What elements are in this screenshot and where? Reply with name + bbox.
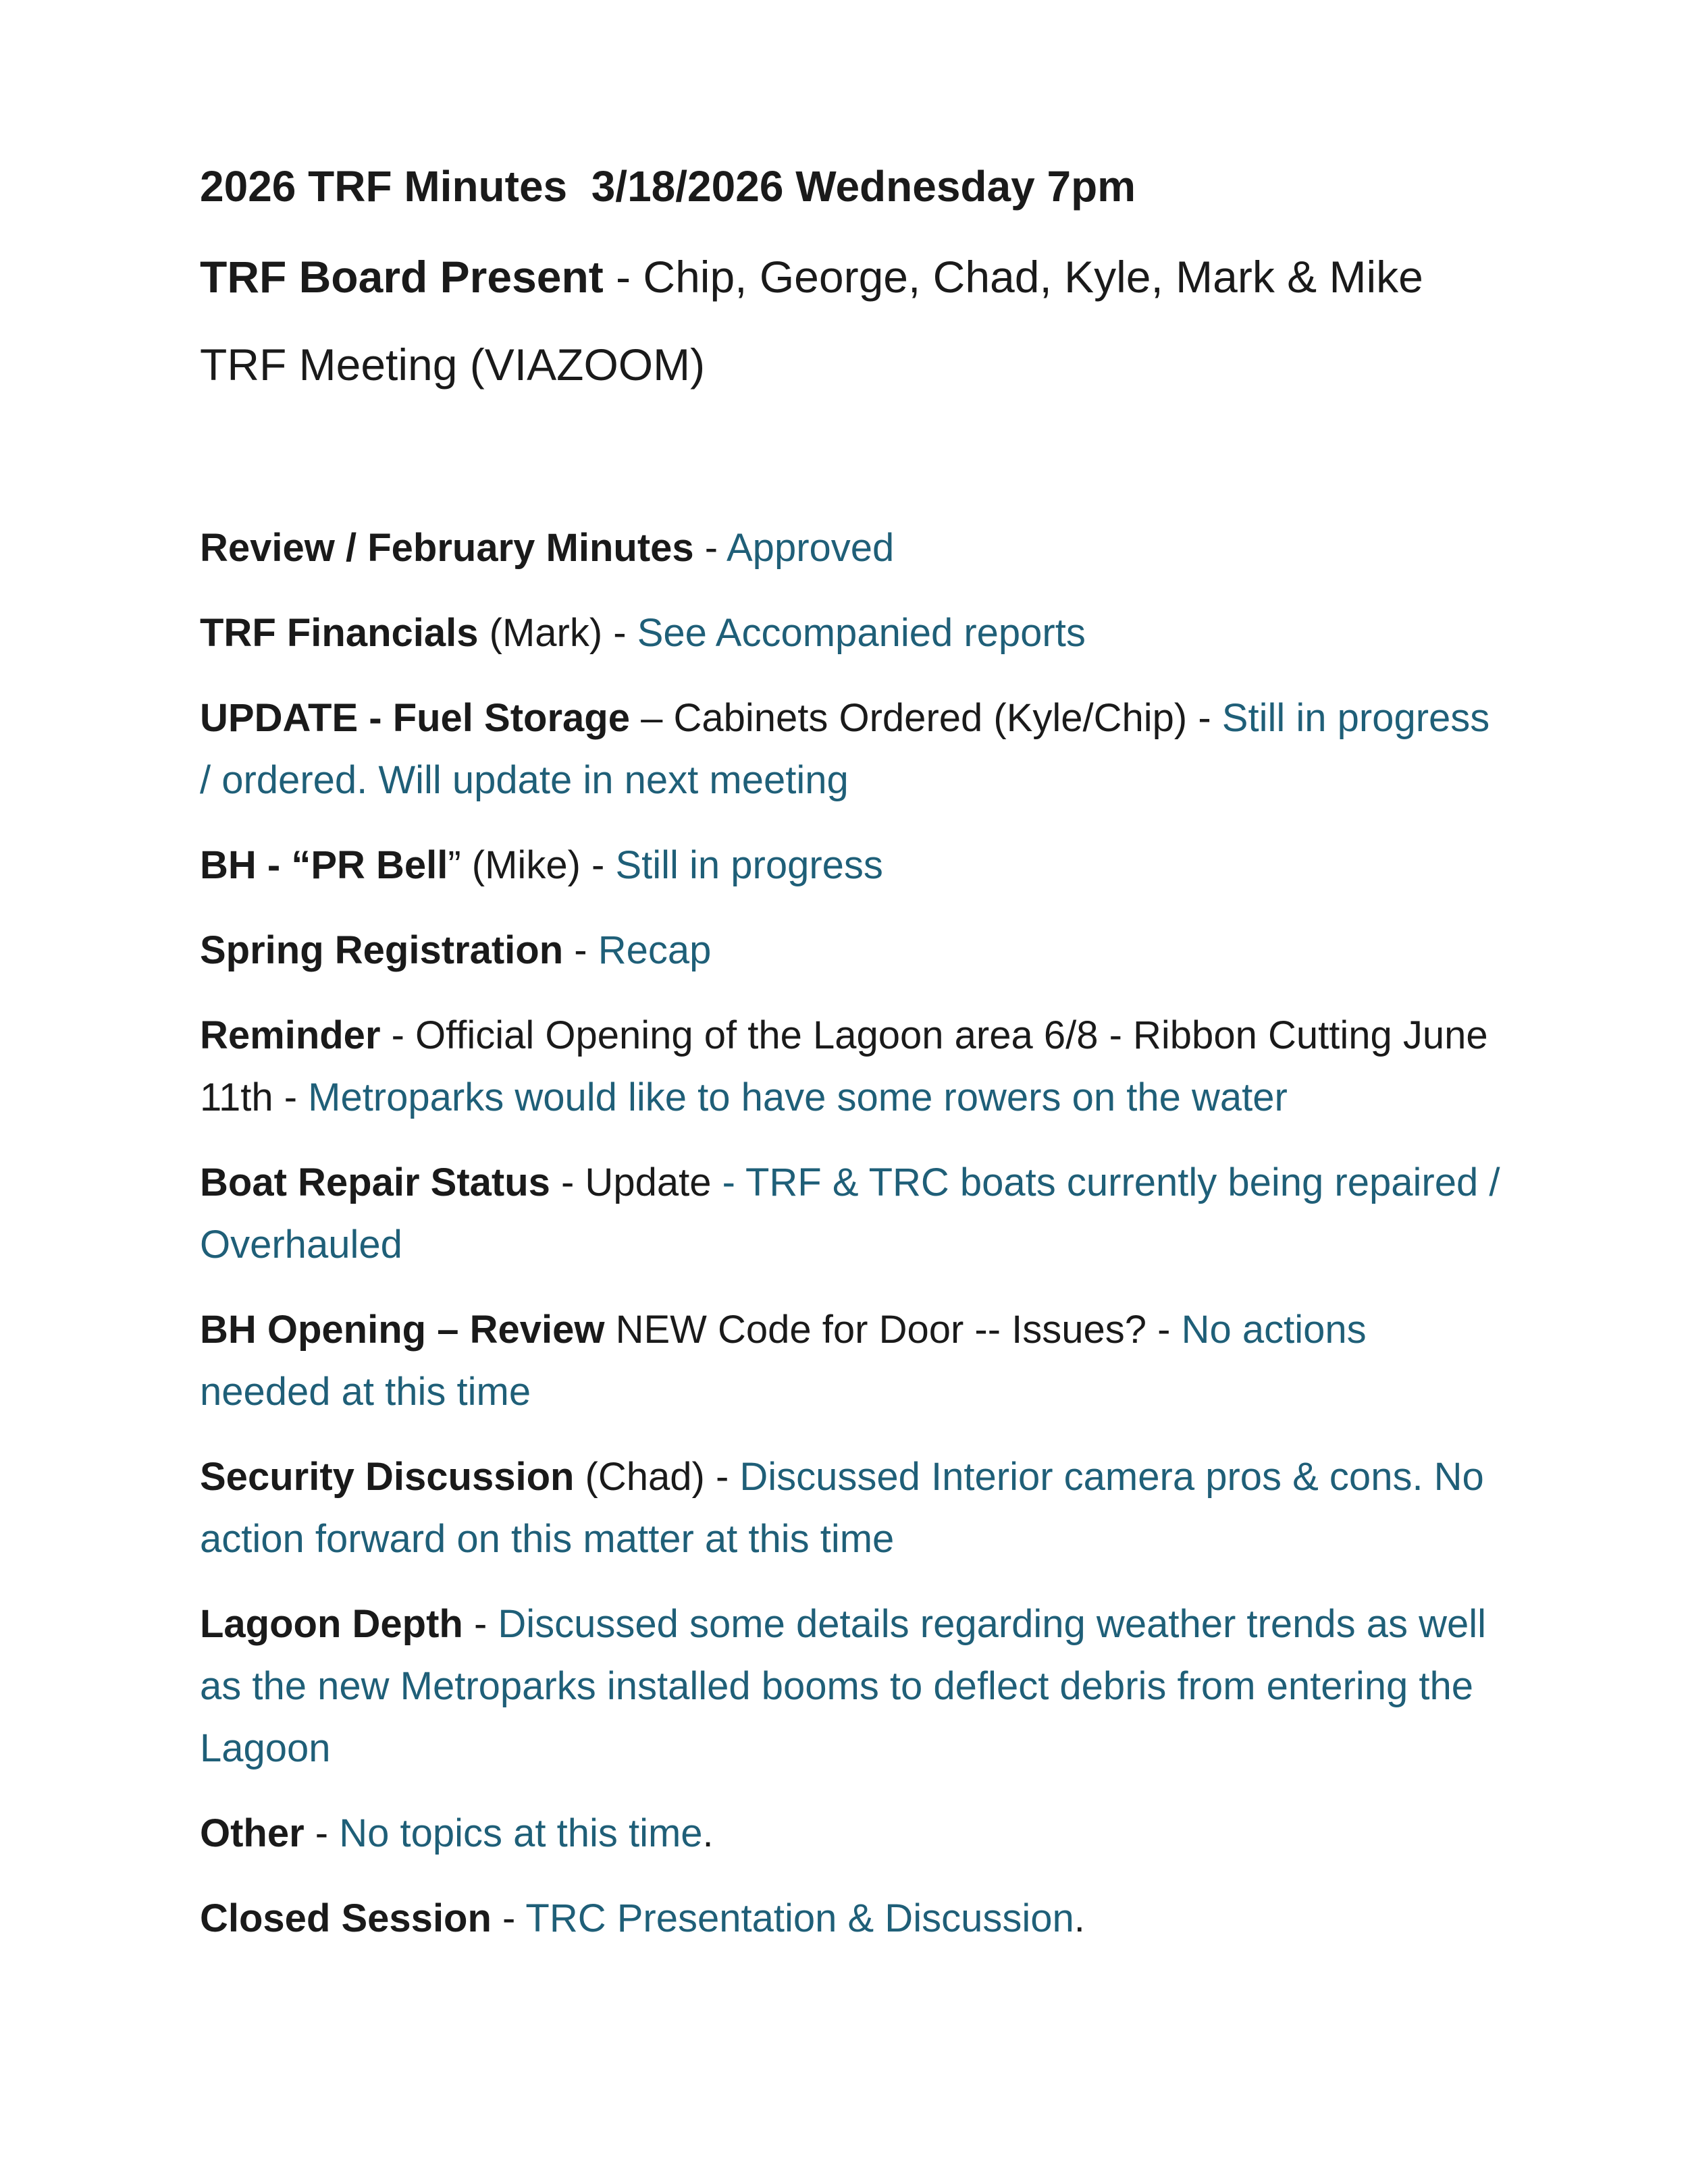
agenda-item-other [200, 1803, 1503, 1865]
agenda-item-fuel-storage [200, 687, 1503, 811]
item-tail: . [702, 1811, 714, 1855]
item-detail: - [693, 526, 727, 570]
item-note: Metroparks would like to have some rowers on the water [308, 1075, 1288, 1119]
agenda-item-security [200, 1446, 1503, 1570]
item-label: Security Discussion [200, 1455, 575, 1499]
agenda-item-lagoon-depth [200, 1593, 1503, 1780]
item-note: No actions needed at this time [200, 1308, 1367, 1414]
item-label: Spring Registration [200, 928, 564, 972]
item-detail: - [463, 1602, 498, 1646]
item-note: See Accompanied reports [637, 611, 1086, 655]
agenda-item-financials [200, 602, 1503, 664]
item-label: Reminder [200, 1013, 381, 1057]
item-label: Lagoon Depth [200, 1602, 463, 1646]
minutes-page [200, 155, 1503, 1973]
agenda-item-pr-bell [200, 834, 1503, 897]
item-tail: . [1074, 1896, 1085, 1940]
item-detail: (Chad) - [574, 1455, 740, 1499]
board-present [200, 244, 1503, 309]
item-detail: (Mark) - [478, 611, 637, 655]
item-label: UPDATE - Fuel Storage [200, 696, 630, 740]
item-note: TRC Presentation & Discussion [525, 1896, 1074, 1940]
agenda-item-review-minutes [200, 517, 1503, 579]
item-label: BH - “PR Bell [200, 843, 448, 887]
item-detail: NEW Code for Door -- Issues? - [604, 1308, 1182, 1352]
item-note: Still in progress [615, 843, 883, 887]
item-note: Discussed some details regarding weather trends as well as the new Metroparks installed booms to deflect debris from entering the Lagoon [200, 1602, 1486, 1770]
item-label: Closed Session [200, 1896, 492, 1940]
item-detail: - Official Opening of the Lagoon area 6/8 - Ribbon Cutting June 11th - [200, 1013, 1488, 1119]
agenda-item-bh-opening [200, 1299, 1503, 1423]
board-members: - Chip, George, Chad, Kyle, Mark & Mike [603, 252, 1423, 302]
item-label: TRF Financials [200, 611, 479, 655]
item-note: Still in progress / ordered. Will update in next meeting [200, 696, 1490, 802]
item-label: BH Opening – Review [200, 1308, 605, 1352]
agenda-item-closed-session [200, 1888, 1503, 1950]
agenda-items [200, 517, 1503, 1950]
item-label: Review / February Minutes [200, 526, 694, 570]
item-label: Boat Repair Status [200, 1161, 550, 1204]
item-note: Recap [598, 928, 712, 972]
item-detail: - Update [550, 1161, 722, 1204]
item-note: Discussed Interior camera pros & cons. No action forward on this matter at this time [200, 1455, 1484, 1561]
item-detail: - [491, 1896, 526, 1940]
item-detail: - [563, 928, 598, 972]
item-note: Approved [727, 526, 895, 570]
agenda-item-reminder [200, 1005, 1503, 1129]
page-title: 2026 TRF Minutes 3/18/2026 Wednesday 7pm [200, 162, 1136, 211]
item-detail: - [304, 1811, 340, 1855]
agenda-item-spring-registration [200, 920, 1503, 982]
board-label: TRF Board Present [200, 252, 604, 302]
item-detail: ” (Mike) - [448, 843, 616, 887]
item-note: - TRF & TRC boats currently being repaired / Overhauled [200, 1161, 1500, 1267]
item-detail: – Cabinets Ordered (Kyle/Chip) - [629, 696, 1222, 740]
meeting-type: TRF Meeting (VIAZOOM) [200, 340, 706, 390]
item-note: No topics at this time [339, 1811, 703, 1855]
agenda-item-boat-repair [200, 1152, 1503, 1276]
item-label: Other [200, 1811, 305, 1855]
